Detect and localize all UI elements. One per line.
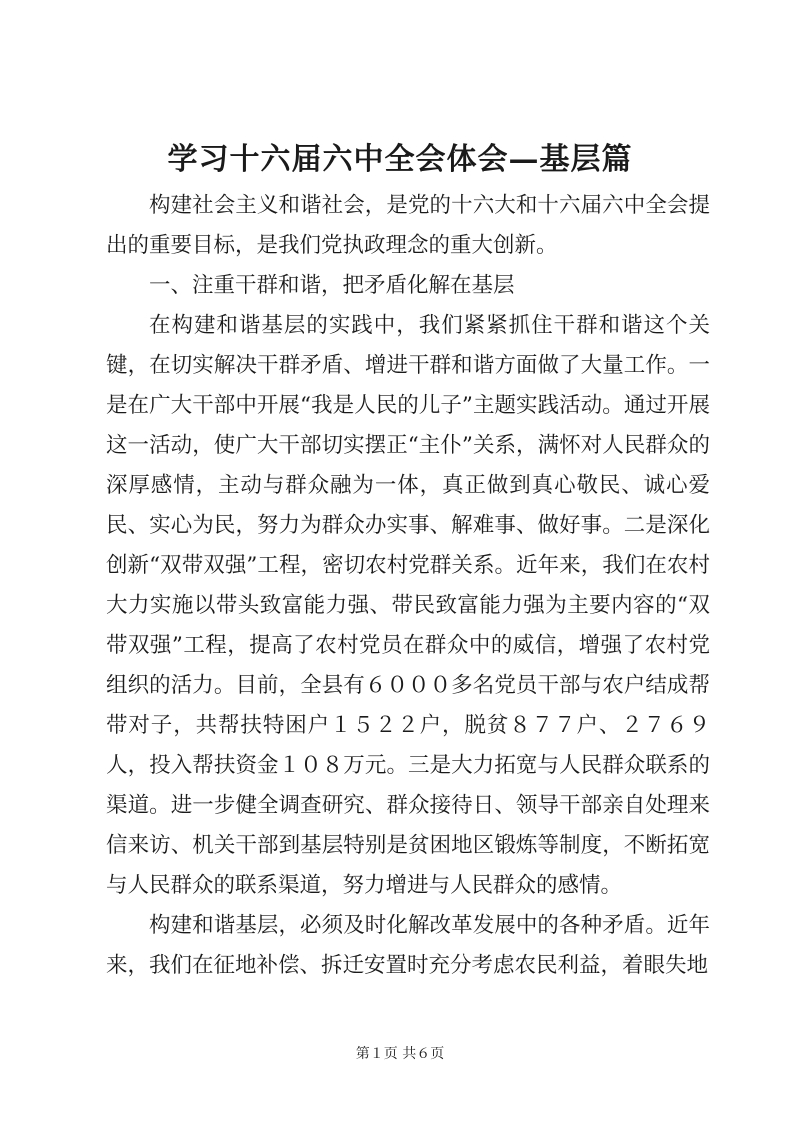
paragraph-practice: 在构建和谐基层的实践中，我们紧紧抓住干群和谐这个关键，在切实解决干群矛盾、增进干群和谐方面做了大量工作。一是在广大干部中开展“我是人民的儿子”主题实践活动。通过开展这一活动，使广大干部切实摆正“主仆”关系，满怀对人民群众的深厚感情，主动与群众融为一体，真正做到真心敬民、诚心爱民、实心为民，努力为群众办实事、解难事、做好事。二是深化创新“双带双强”工程，密切农村党群关系。近年来，我们在农村大力实施以带头致富能力强、带民致富能力强为主要内容的“双带双强”工程，提高了农村党员在群众中的威信，增强了农村党组织的活力。目前，全县有６０００多名党员干部与农户结成帮带对子，共帮扶特困户１５２２户，脱贫８７７户、２７６９人，投入帮扶资金１０８万元。三是大力拓宽与人民群众联系的渠道。进一步健全调查研究、群众接待日、领导干部亲自处理来信来访、机关干部到基层特别是贫困地区锻炼等制度，不断拓宽与人民群众的联系渠道，努力增进与人民群众的感情。 [106,313,710,898]
paragraph-resolve-conflicts: 构建和谐基层，必须及时化解改革发展中的各种矛盾。近年来，我们在征地补偿、拆迁安置时充分考虑农民利益，着眼失地 [106,913,710,978]
document-title: 学习十六届六中全会体会—基层篇 [167,142,633,177]
page-number-footer: 第１页 共６页 [355,1046,445,1062]
section-heading-1: 一、注重干群和谐，把矛盾化解在基层 [149,273,515,298]
paragraph-intro: 构建社会主义和谐社会，是党的十六大和十六届六中全会提出的重要目标，是我们党执政理念的重大创新。 [106,193,710,258]
document-body [106,186,710,986]
